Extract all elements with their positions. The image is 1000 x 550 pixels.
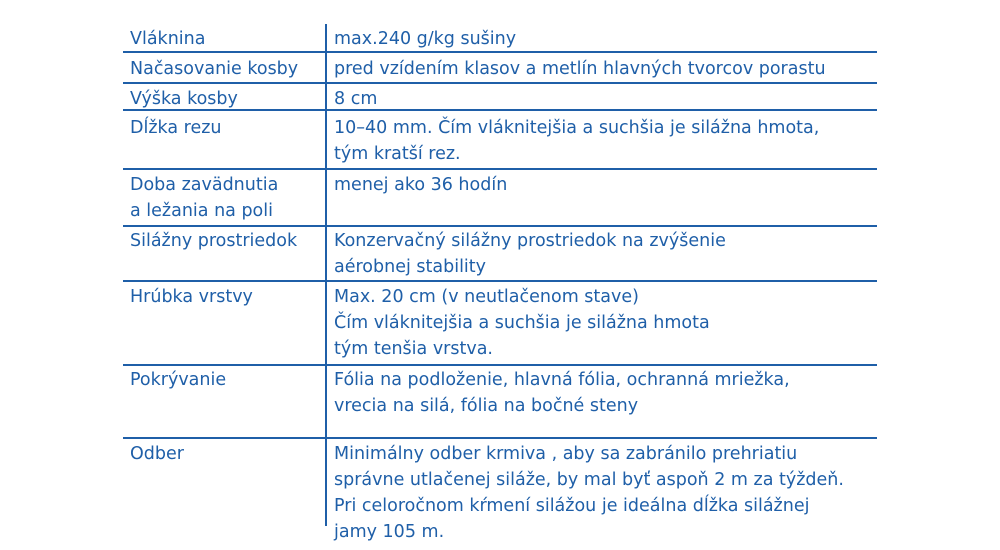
table-row	[123, 53, 877, 81]
label-line: Pokrývanie	[130, 370, 227, 390]
row-value	[334, 26, 516, 52]
label-line: Výška kosby	[130, 89, 238, 109]
value-line: 10–40 mm. Čím vláknitejšia a suchšia je silážna hmota,	[334, 118, 820, 138]
label-line: Doba zavädnutia	[130, 175, 279, 195]
value-line: tým tenšia vrstva.	[334, 339, 493, 359]
row-label	[130, 284, 253, 310]
row-label	[130, 441, 184, 467]
value-line: Čím vláknitejšia a suchšia je silážna hmota	[334, 313, 710, 333]
row-value	[334, 115, 819, 167]
label-line: Odber	[130, 444, 184, 464]
table-row	[123, 227, 877, 285]
value-line: Minimálny odber krmiva , aby sa zabránilo prehriatiu	[334, 444, 798, 464]
table-row	[123, 170, 877, 228]
table-row	[123, 439, 877, 542]
label-line: Dĺžka rezu	[130, 118, 222, 138]
table-row	[123, 24, 877, 52]
value-line: vrecia na silá, fólia na bočné steny	[334, 396, 639, 416]
row-label	[130, 56, 298, 82]
row-value	[334, 56, 826, 82]
value-line: aérobnej stability	[334, 257, 487, 277]
row-value	[334, 284, 710, 362]
row-value	[334, 367, 790, 419]
label-line: a ležania na poli	[130, 201, 273, 221]
row-label	[130, 172, 278, 224]
table-row	[123, 84, 877, 112]
row-label	[130, 228, 297, 254]
value-line: Fólia na podloženie, hlavná fólia, ochranná mriežka,	[334, 370, 790, 390]
value-line: správne utlačenej siláže, by mal byť aspoň 2 m za týždeň.	[334, 470, 844, 490]
row-value	[334, 172, 507, 198]
row-value	[334, 228, 726, 280]
value-line: Max. 20 cm (v neutlačenom stave)	[334, 287, 639, 307]
table-row	[123, 111, 877, 167]
value-line: max.240 g/kg sušiny	[334, 29, 517, 49]
row-value	[334, 441, 844, 545]
silage-parameters-table	[123, 24, 877, 542]
value-line: 8 cm	[334, 89, 378, 109]
table-row	[123, 282, 877, 366]
value-line: Pri celoročnom kŕmení silážou je ideálna dĺžka silážnej	[334, 496, 810, 516]
value-line: jamy 105 m.	[334, 522, 445, 542]
row-label	[130, 115, 222, 141]
row-label	[130, 367, 226, 393]
row-label	[130, 26, 205, 52]
value-line: tým kratší rez.	[334, 144, 461, 164]
value-line: pred vzídením klasov a metlín hlavných tvorcov porastu	[334, 59, 826, 79]
table-row	[123, 366, 877, 422]
label-line: Vláknina	[130, 29, 206, 49]
label-line: Hrúbka vrstvy	[130, 287, 253, 307]
value-line: Konzervačný silážny prostriedok na zvýšenie	[334, 231, 726, 251]
label-line: Silážny prostriedok	[130, 231, 298, 251]
value-line: menej ako 36 hodín	[334, 175, 508, 195]
label-line: Načasovanie kosby	[130, 59, 299, 79]
